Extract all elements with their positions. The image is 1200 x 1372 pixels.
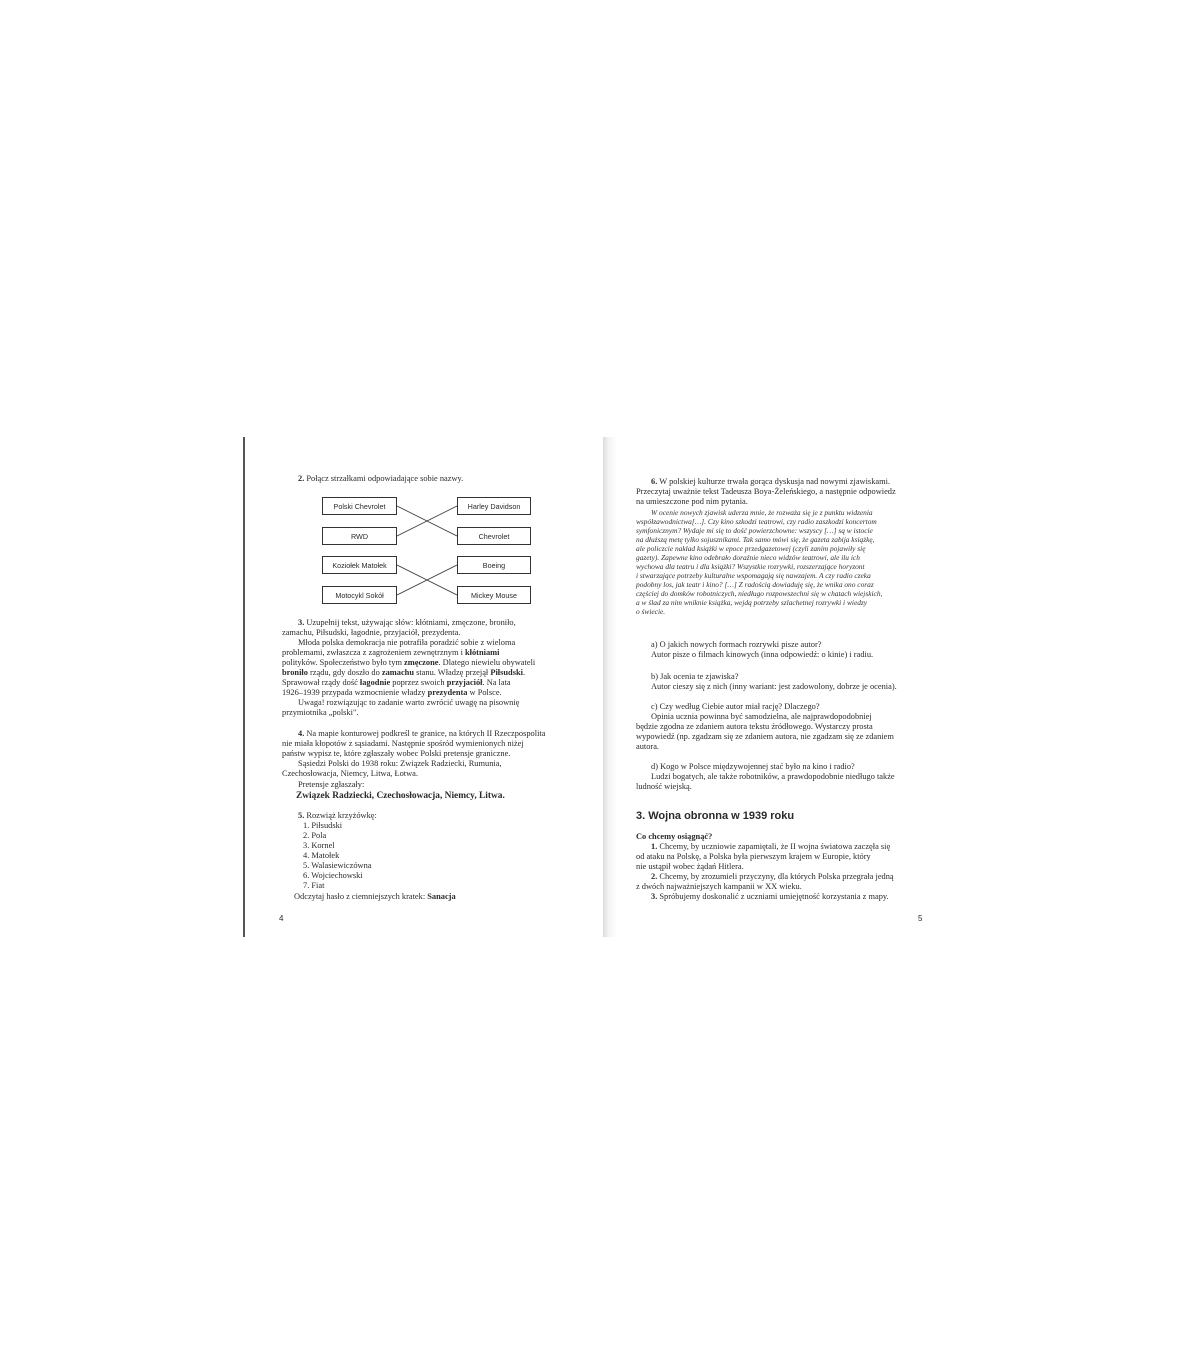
- task-4-line-2: nie miała kłopotów z sąsiadami. Następnie spośród wymienionych niżej: [282, 739, 524, 748]
- quote-line-4: na dłuższą metę tylko sojusznikami. Tak samo mówi się, że gazeta zabija książkę,: [636, 535, 875, 544]
- goal-1-line-1: 1. Chcemy, by uczniowie zapamiętali, że II wojna światowa zaczęła się: [651, 842, 891, 851]
- quote-line-5: ale policzcie nakład książki w epoce przedgazetowej (czyli zanim pojawiły się: [636, 544, 866, 553]
- section-subheading: Co chcemy osiągnąć?: [636, 832, 713, 841]
- crossword-item-4: 4. Matołek: [303, 851, 340, 860]
- task-6-line-3: na umieszczone pod nim pytania.: [636, 497, 748, 506]
- answer-a: Autor pisze o filmach kinowych (inna odpowiedź: o kinie) i radiu.: [651, 650, 874, 659]
- task-5-instruction: 5. Rozwiąż krzyżówkę:: [298, 811, 377, 820]
- page-number-right: 5: [918, 914, 923, 923]
- task-4-line-3: państw wypisz te, które zgłaszały wobec Polski pretensje graniczne.: [282, 749, 511, 758]
- left-box-3: Koziołek Matołek: [322, 556, 397, 574]
- task-3-text-3: polityków. Społeczeństwo było tym zmęczone. Dlatego niewielu obywateli: [282, 658, 536, 667]
- question-c: c) Czy według Ciebie autor miał rację? Dlaczego?: [651, 702, 820, 711]
- left-box-1: Polski Chevrolet: [322, 497, 397, 515]
- answer-c-4: autora.: [636, 742, 660, 751]
- quote-line-2: współzawodnictwa[…]. Czy kino szkodzi teatrowi, czy radio zaszkodzi koncertom: [636, 517, 877, 526]
- task-3-text-2: problemami, zwłaszcza z zagrożeniem zewnętrznym i kłótniami: [282, 648, 500, 657]
- quote-line-3: symfonicznym? Wydaje mi się to dość powierzchowne: wszyscy […] są w istocie: [636, 526, 873, 535]
- task-4-line-6: Pretensje zgłaszały:: [298, 780, 365, 789]
- crossword-item-6: 6. Wojciechowski: [303, 871, 363, 880]
- goal-2-line-2: z dwóch najważniejszych kampanii w XX wieku.: [636, 882, 802, 891]
- task-3-text-5: Sprawował rządy dość łagodnie poprzez swoich przyjaciół. Na lata: [282, 678, 511, 687]
- book-gutter: [603, 437, 617, 937]
- left-box-2: RWD: [322, 527, 397, 545]
- answer-b: Autor cieszy się z nich (inny wariant: jest zadowolony, dobrze je ocenia).: [651, 682, 897, 691]
- goal-1-line-3: nie ustąpił wobec żądań Hitlera.: [636, 862, 744, 871]
- task-3-text-4: broniło rządu, gdy doszło do zamachu stanu. Władzę przejął Piłsudski.: [282, 668, 526, 677]
- section-heading: 3. Wojna obronna w 1939 roku: [636, 810, 795, 822]
- left-box-4: Motocykl Sokół: [322, 586, 397, 604]
- goal-1-line-2: od ataku na Polskę, a Polska była pierwszym krajem w Europie, który: [636, 852, 871, 861]
- right-box-2: Chevrolet: [457, 527, 531, 545]
- crossword-item-5: 5. Walasiewiczówna: [303, 861, 372, 870]
- task-6-line-1: 6. W polskiej kulturze trwała gorąca dyskusja nad nowymi zjawiskami.: [651, 477, 891, 486]
- question-a: a) O jakich nowych formach rozrywki pisze autor?: [651, 640, 822, 649]
- answer-c-3: wypowiedź (np. zgadzam się ze zdaniem autora, nie zgadzam się ze zdaniem: [636, 732, 894, 741]
- answer-d-2: ludność wiejską.: [636, 782, 692, 791]
- goal-2-line-1: 2. Chcemy, by zrozumieli przyczyny, dla których Polska przegrała jedną: [651, 872, 894, 881]
- task-3-note-2: przymiotnika „polski".: [282, 708, 359, 717]
- task-4-line-1: 4. Na mapie konturowej podkreśl te granice, na których II Rzeczpospolita: [298, 729, 546, 738]
- crossword-password: Odczytaj hasło z ciemniejszych kratek: Sanacja: [294, 892, 456, 901]
- crossword-item-3: 3. Kornel: [303, 841, 335, 850]
- quote-line-7: wychowa dla teatru i dla książki? Wszystkie rozrywki, rozszerzające horyzont: [636, 562, 865, 571]
- answer-c-2: będzie zgodna ze zdaniem autora tekstu źródłowego. Wystarczy prosta: [636, 722, 873, 731]
- task-4-answer: Związek Radziecki, Czechosłowacja, Niemcy, Litwa.: [296, 791, 505, 801]
- task-2-instruction: 2. Połącz strzałkami odpowiadające sobie nazwy.: [298, 474, 464, 483]
- right-box-1: Harley Davidson: [457, 497, 531, 515]
- quote-line-6: gazety). Zapewne kino odebrało doraźnie nieco widzów teatrowi, ale ilu ich: [636, 553, 860, 562]
- right-box-4: Mickey Mouse: [457, 586, 531, 604]
- task-3-line-1: 3. Uzupełnij tekst, używając słów: kłótniami, zmęczone, broniło,: [298, 618, 516, 627]
- task-4-line-4: Sąsiedzi Polski do 1938 roku: Związek Radziecki, Rumunia,: [298, 759, 502, 768]
- quote-line-12: o świecie.: [636, 607, 666, 616]
- task-3-text-1: Młoda polska demokracja nie potrafiła poradzić sobie z wieloma: [298, 638, 516, 647]
- task-3-note-1: Uwaga! rozwiązując to zadanie warto zwrócić uwagę na pisownię: [298, 698, 520, 707]
- quote-line-9: podobny los, jak teatr i kino? […] Z radością dowiaduję się, że wnika ono coraz: [636, 580, 874, 589]
- question-d: d) Kogo w Polsce międzywojennej stać było na kino i radio?: [651, 762, 855, 771]
- right-box-3: Boeing: [457, 556, 531, 574]
- quote-line-10: częściej do domków robotniczych, niedługo rozpowszechni się w chatach wiejskich,: [636, 589, 883, 598]
- crossword-item-2: 2. Pola: [303, 831, 327, 840]
- task-3-text-6: 1926–1939 przypada wzmocnienie władzy prezydenta w Polsce.: [282, 688, 502, 697]
- question-b: b) Jak ocenia te zjawiska?: [651, 672, 739, 681]
- task-4-line-5: Czechosłowacja, Niemcy, Litwa, Łotwa.: [282, 769, 418, 778]
- task-6-line-2: Przeczytaj uważnie tekst Tadeusza Boya-Żeleńskiego, a następnie odpowiedz: [636, 487, 896, 496]
- quote-line-8: i stwarzające potrzeby kulturalne wspomagają się nawzajem. A czy radio czeka: [636, 571, 871, 580]
- answer-d-1: Ludzi bogatych, ale także robotników, a prawdopodobnie niedługo także: [651, 772, 895, 781]
- goal-3-line-1: 3. Spróbujemy doskonalić z uczniami umiejętność korzystania z mapy.: [651, 892, 889, 901]
- crossword-item-1: 1. Piłsudski: [303, 821, 343, 830]
- quote-line-11: a w ślad za nim wniknie książka, wejdą potrzeby szlachetnej rozrywki i wiedzy: [636, 598, 868, 607]
- answer-c-1: Opinia ucznia powinna być samodzielna, ale najprawdopodobniej: [651, 712, 872, 721]
- task-3-line-2: zamachu, Piłsudski, łagodnie, przyjaciół, prezydenta.: [282, 628, 461, 637]
- crossword-item-7: 7. Fiat: [303, 881, 325, 890]
- page-number-left: 4: [279, 914, 284, 923]
- quote-line-1: W ocenie nowych zjawisk uderza mnie, że rozważa się je z punktu widzenia: [651, 508, 873, 517]
